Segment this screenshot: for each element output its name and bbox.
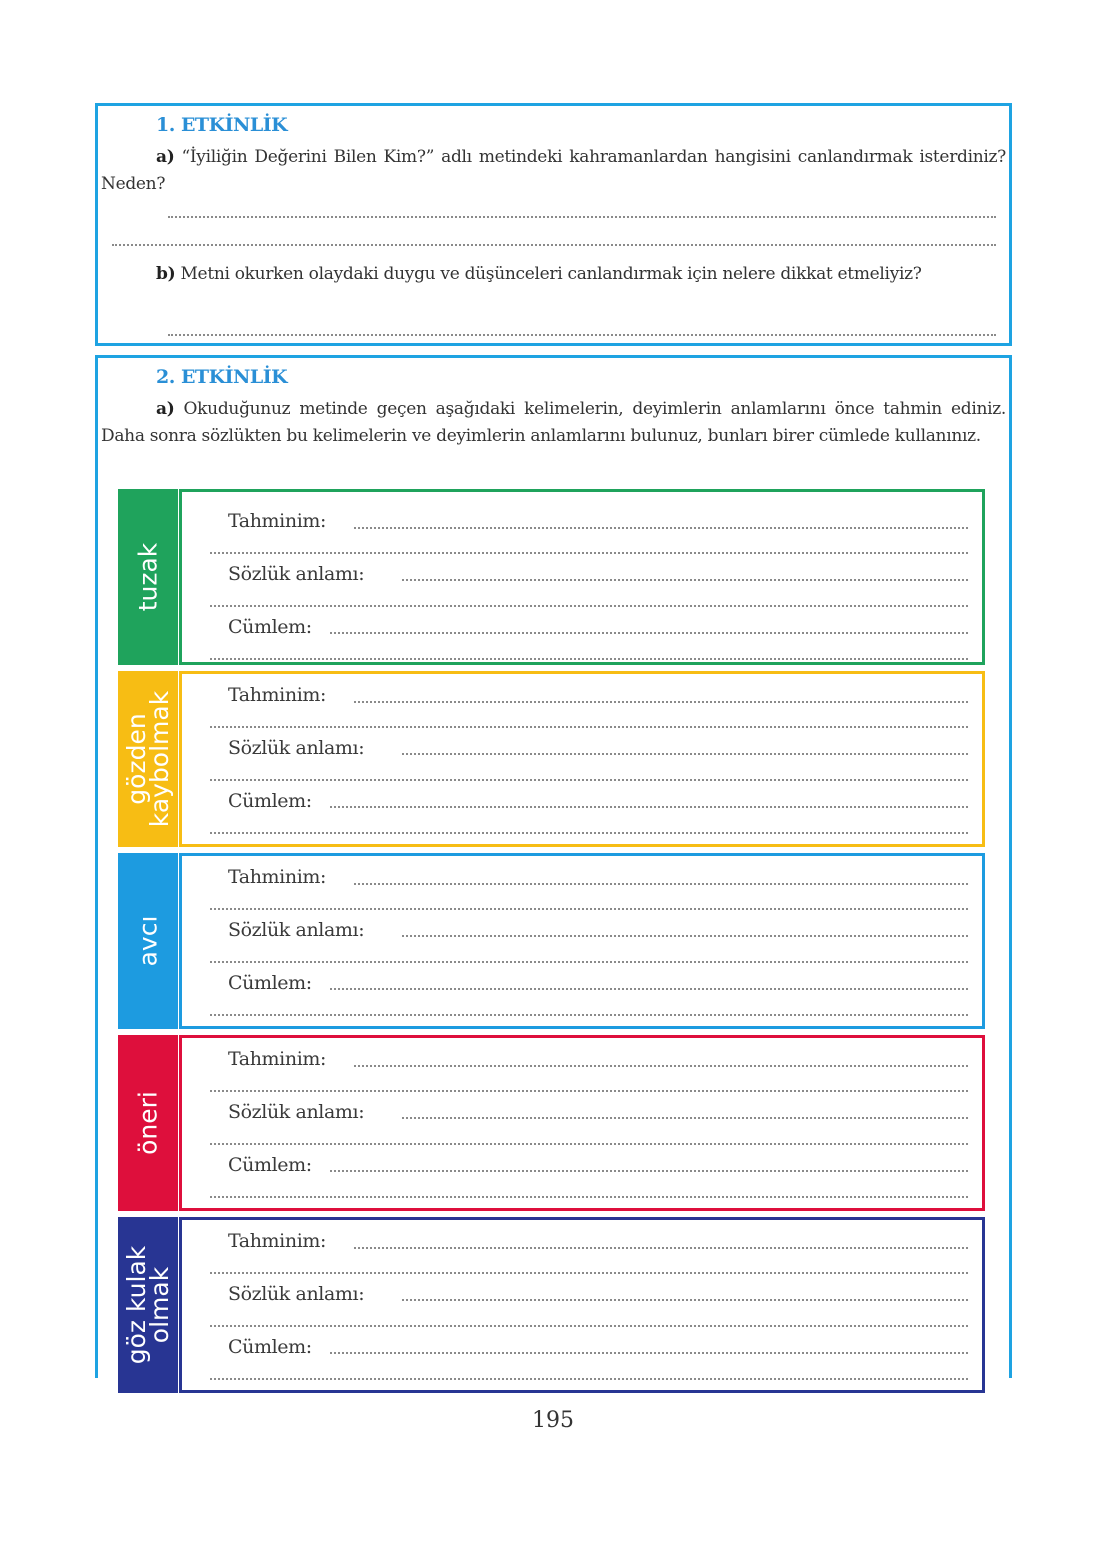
guess-line[interactable] [210,1090,968,1092]
activity-2-question-a [101,396,1006,450]
dictionary-label: Sözlük anlamı: [228,1101,365,1123]
word-tab [118,489,178,665]
sentence-line[interactable] [330,1170,968,1172]
answer-line[interactable] [168,216,996,218]
word-tab [118,1217,178,1393]
dictionary-label: Sözlük anlamı: [228,563,365,585]
sentence-label: Cümlem: [228,972,312,994]
guess-label: Tahminim: [228,1230,326,1252]
dictionary-label: Sözlük anlamı: [228,1283,365,1305]
sentence-line[interactable] [330,632,968,634]
sentence-label: Cümlem: [228,616,312,638]
word-card-gozden-kaybolmak [118,671,985,847]
answer-line[interactable] [168,334,996,336]
sentence-label: Cümlem: [228,1336,312,1358]
answer-line[interactable] [112,244,996,246]
guess-line[interactable] [354,527,968,529]
activity-1-box [95,103,1012,346]
word-label-line: göz kulak [122,1245,151,1365]
activity-1-question-a [101,144,1006,198]
word-card-fields [179,1035,985,1211]
sentence-label: Cümlem: [228,1154,312,1176]
dictionary-label: Sözlük anlamı: [228,737,365,759]
dictionary-line[interactable] [210,605,968,607]
word-tab [118,853,178,1029]
word-card-oneri [118,1035,985,1211]
guess-line[interactable] [354,701,968,703]
sentence-line[interactable] [210,1378,968,1380]
word-card-tuzak [118,489,985,665]
dictionary-line[interactable] [402,579,968,581]
word-card-avci [118,853,985,1029]
word-card-goz-kulak-olmak [118,1217,985,1393]
sentence-line[interactable] [210,1014,968,1016]
word-label: öneri [133,1091,163,1155]
question-text: Okuduğunuz metinde geçen aşağıdaki kelimelerin, deyimlerin anlamlarını önce tahmin ediniz. Daha sonra sözlükten bu kelimelerin ve deyimlerin anlamlarını bulunuz, bunları birer cümlede kullanınız. [101,399,1006,446]
sentence-line[interactable] [210,832,968,834]
sentence-label: Cümlem: [228,790,312,812]
page-number: 195 [532,1408,574,1433]
dictionary-line[interactable] [210,961,968,963]
dictionary-line[interactable] [402,1117,968,1119]
sentence-line[interactable] [210,658,968,660]
sentence-line[interactable] [330,806,968,808]
guess-line[interactable] [354,1247,968,1249]
activity-1-question-b [101,261,1006,288]
guess-line[interactable] [354,883,968,885]
guess-line[interactable] [210,1272,968,1274]
question-marker: b) [156,264,176,284]
word-card-fields [179,671,985,847]
word-tab [118,671,178,847]
activity-2-heading: 2. ETKİNLİK [156,366,288,388]
word-card-fields [179,853,985,1029]
guess-label: Tahminim: [228,684,326,706]
guess-label: Tahminim: [228,510,326,532]
word-label: avcı [133,915,163,967]
word-label: tuzak [133,542,163,612]
guess-label: Tahminim: [228,866,326,888]
dictionary-line[interactable] [210,1325,968,1327]
word-label-line: kaybolmak [145,690,174,828]
word-card-fields [179,489,985,665]
guess-line[interactable] [354,1065,968,1067]
guess-line[interactable] [210,908,968,910]
word-card-fields [179,1217,985,1393]
activity-2-box [95,355,1012,1378]
question-text: Metni okurken olaydaki duygu ve düşünceleri canlandırmak için nelere dikkat etmeliyiz? [180,264,922,284]
dictionary-label: Sözlük anlamı: [228,919,365,941]
question-text: “İyiliğin Değerini Bilen Kim?” adlı metindeki kahramanlardan hangisini canlandırmak isterdiniz? Neden? [101,147,1006,194]
guess-label: Tahminim: [228,1048,326,1070]
dictionary-line[interactable] [402,753,968,755]
dictionary-line[interactable] [210,779,968,781]
guess-line[interactable] [210,726,968,728]
word-tab [118,1035,178,1211]
dictionary-line[interactable] [210,1143,968,1145]
word-label-line: gözden [122,713,151,805]
question-marker: a) [156,147,175,167]
dictionary-line[interactable] [402,1299,968,1301]
word-label [122,1245,174,1365]
word-label-line: olmak [145,1266,174,1344]
dictionary-line[interactable] [402,935,968,937]
sentence-line[interactable] [330,988,968,990]
question-marker: a) [156,399,175,419]
word-label [122,690,174,828]
sentence-line[interactable] [210,1196,968,1198]
guess-line[interactable] [210,552,968,554]
activity-1-heading: 1. ETKİNLİK [156,114,288,136]
sentence-line[interactable] [330,1352,968,1354]
